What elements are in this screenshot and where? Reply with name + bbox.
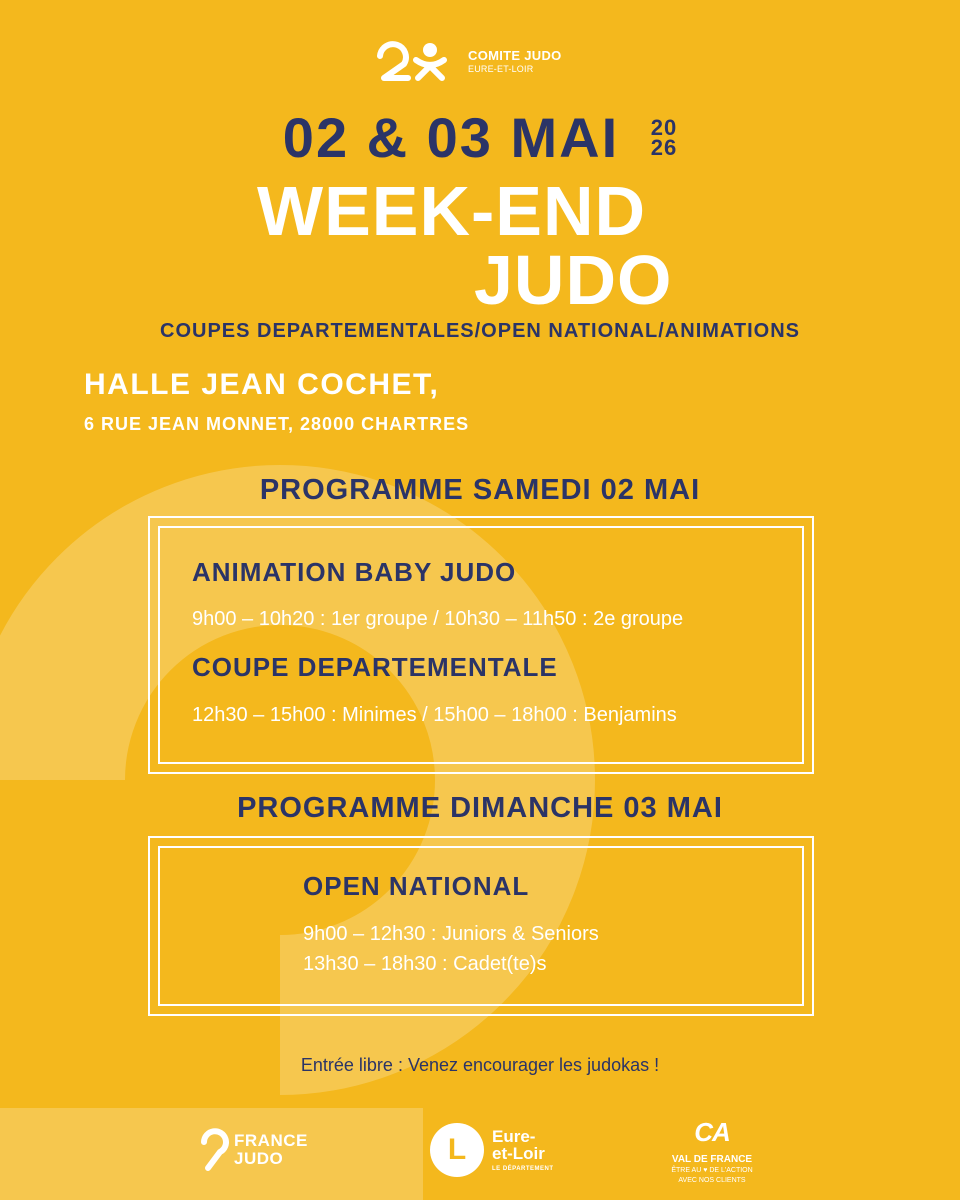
saturday-programme-box	[148, 516, 814, 774]
credit-agricole-tagline-2: AVEC NOS CLIENTS	[678, 1177, 746, 1184]
sunday-programme-heading: PROGRAMME DIMANCHE 03 MAI	[237, 792, 723, 824]
event-year-top: 20	[650, 115, 678, 141]
event-title-line1: WEEK-END	[257, 172, 647, 250]
france-judo-logo-icon	[200, 1128, 230, 1172]
open-national-schedule-1: 9h00 – 12h30 : Juniors & Seniors	[303, 923, 599, 945]
eure-et-loir-line2: et-Loir	[492, 1143, 545, 1163]
credit-agricole-tagline-1: ÊTRE AU ♥ DE L'ACTION	[671, 1167, 753, 1174]
judo-28-logo-icon	[374, 40, 452, 82]
event-dates	[0, 100, 960, 172]
free-entry-note: Entrée libre : Venez encourager les judokas !	[300, 1055, 660, 1075]
credit-agricole-logo	[660, 1118, 764, 1185]
event-subtitle: COUPES DEPARTEMENTALES/OPEN NATIONAL/ANIMATIONS	[160, 320, 800, 342]
baby-judo-title: ANIMATION BABY JUDO	[192, 557, 517, 587]
organizer-region: EURE-ET-LOIR	[468, 63, 534, 74]
eure-et-loir-line1: Eure-	[492, 1126, 536, 1146]
event-year-bottom: 26	[650, 135, 678, 161]
eure-et-loir-sub: LE DÉPARTEMENT	[492, 1165, 554, 1172]
organizer-name: COMITE JUDO	[468, 47, 562, 63]
organizer-logo	[374, 40, 562, 82]
venue-address: 6 RUE JEAN MONNET, 28000 CHARTRES	[84, 414, 470, 434]
event-dates-text: 02 & 03 MAI	[282, 106, 620, 170]
open-national-title: OPEN NATIONAL	[303, 871, 530, 901]
venue-name: HALLE JEAN COCHET,	[84, 368, 440, 401]
eure-et-loir-logo	[430, 1123, 554, 1177]
credit-agricole-logo-icon: CA	[694, 1117, 730, 1147]
france-judo-logo	[200, 1128, 308, 1172]
event-year	[650, 115, 678, 161]
credit-agricole-name: VAL DE FRANCE	[671, 1154, 753, 1165]
event-title-line2: JUDO	[474, 241, 673, 319]
coupe-departementale-title: COUPE DEPARTEMENTALE	[192, 652, 558, 682]
saturday-programme-heading: PROGRAMME SAMEDI 02 MAI	[259, 474, 701, 506]
baby-judo-schedule: 9h00 – 10h20 : 1er groupe / 10h30 – 11h50 : 2e groupe	[192, 608, 684, 630]
open-national-schedule-2: 13h30 – 18h30 : Cadet(te)s	[303, 953, 547, 975]
france-judo-line2: JUDO	[234, 1149, 284, 1168]
france-judo-line1: FRANCE	[234, 1131, 308, 1150]
eure-et-loir-logo-icon: L	[430, 1123, 484, 1177]
coupe-departementale-schedule: 12h30 – 15h00 : Minimes / 15h00 – 18h00 : Benjamins	[192, 704, 677, 726]
